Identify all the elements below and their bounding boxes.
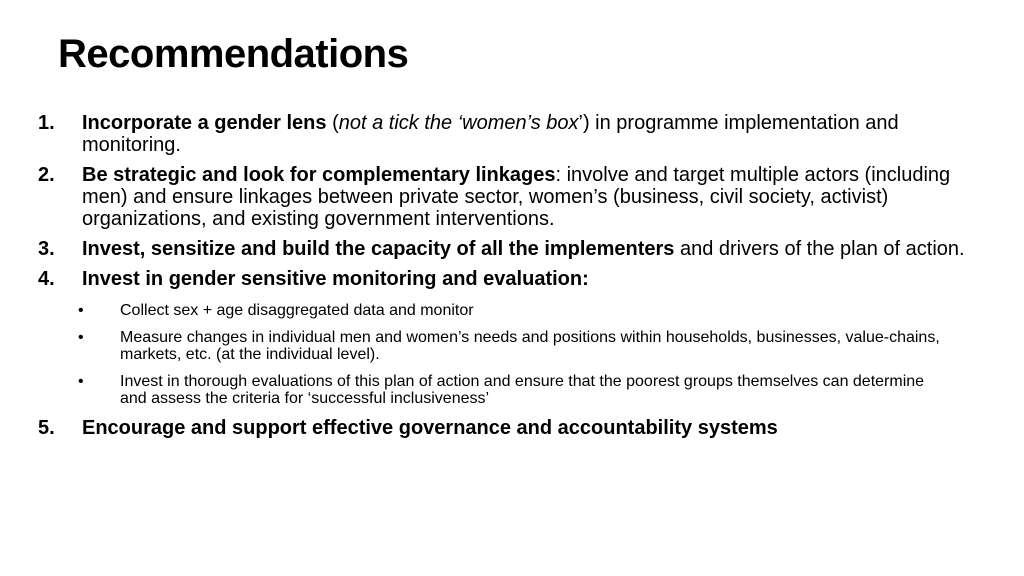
sub-list-item [38,373,940,407]
sub-item-text: Measure changes in individual men and women’s needs and positions within households, businesses, value-chains, markets, etc. (at the individual level). [120,329,940,363]
item-rest-text: ’) in programme implementation and monitoring. [82,112,899,156]
list-item-3 [38,238,968,260]
list-item-1 [38,112,968,156]
item-number: 1. [38,112,55,134]
slide-title: Recommendations [58,32,409,76]
item-bold-text: Invest, sensitize and build the capacity of all the implementers [82,238,675,260]
item-number: 4. [38,268,55,290]
item-bold-text: Invest in gender sensitive monitoring and evaluation: [82,268,589,290]
sub-list-item [38,329,940,363]
item-rest-text: and drivers of the plan of action. [674,238,965,260]
sub-list-item [38,302,940,319]
list-item-5 [38,417,968,439]
bullet-icon: • [78,329,84,346]
item-italic-text: not a tick the ‘women’s box [338,112,579,134]
item-bold-text: Be strategic and look for complementary linkages [82,164,556,186]
item-bold-text: Incorporate a gender lens [82,112,327,134]
item-bold-text: Encourage and support effective governance and accountability systems [82,417,778,439]
sub-item-text: Collect sex + age disaggregated data and monitor [120,302,474,319]
item-number: 2. [38,164,55,186]
item-number: 5. [38,417,55,439]
sub-list [38,302,968,407]
item-number: 3. [38,238,55,260]
sub-item-text: Invest in thorough evaluations of this plan of action and ensure that the poorest groups themselves can determine and assess the criteria for ‘successful inclusiveness’ [120,373,925,407]
item-paren-open: ( [326,112,339,134]
recommendations-list [38,112,968,447]
item-rest-text: : involve and target multiple actors (including men) and ensure linkages between private sector, women’s (business, civil society, activist) organizations, and existing government interventions. [82,164,951,230]
bullet-icon: • [78,302,84,319]
list-item-4 [38,268,968,407]
list-item-2 [38,164,968,230]
bullet-icon: • [78,373,84,390]
